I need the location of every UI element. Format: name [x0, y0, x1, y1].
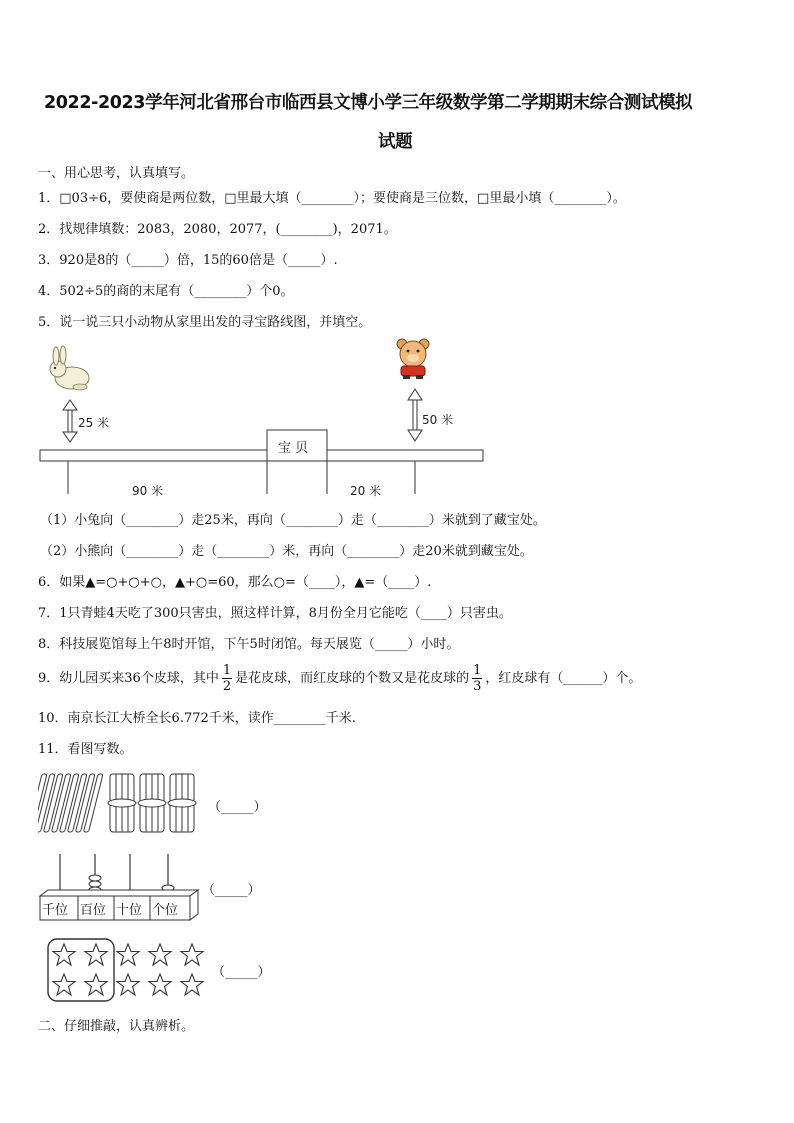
rabbit-distance-label: 25 米: [78, 416, 110, 430]
fraction-numerator: 1: [473, 663, 482, 678]
page-title: 2022-2023学年河北省邢台市临西县文博小学三年级数学第二学期期末综合测试模拟: [44, 93, 693, 113]
question-11: 11．看图写数。: [38, 742, 133, 757]
star-icon: [85, 944, 107, 965]
bundle: [168, 774, 196, 832]
fraction-denominator: 3: [473, 679, 482, 694]
star-icon: [53, 974, 75, 995]
distance-right-label: 20 米: [350, 484, 382, 498]
question-5-sub2: （2）小熊向（________）走（________）米，再向（________）走20米就到藏宝处。: [40, 544, 533, 559]
star-icon: [85, 974, 107, 995]
question-7: 7．1只青蛙4天吃了300只害虫，照这样计算，8月份全月它能吃（____）只害虫。: [38, 606, 512, 621]
answer-blank-3[interactable]: （_____）: [212, 965, 271, 980]
question-1: 1．□03÷6，要使商是两位数，□里最大填（________）；要使商是三位数，□里最小填（________）。: [38, 191, 626, 206]
question-8: 8．科技展览馆每上午8时开馆，下午5时闭馆。每天展览（_____）小时。: [38, 637, 460, 652]
question-5-sub1: （1）小兔向（________）走25米，再向（________）走（________）米就到了藏宝处。: [40, 513, 546, 528]
section-heading-2: 二、仔细推敲，认真辨析。: [38, 1019, 195, 1034]
bear-arrow: [408, 389, 422, 441]
question-9-part-a: 9．幼儿园买来36个皮球，其中: [38, 671, 219, 686]
bundle: [108, 774, 136, 832]
place-label-hundreds: 百位: [80, 903, 107, 918]
sticks-bundles-figure: [38, 770, 213, 838]
question-9-part-b: 是花皮球，而红皮球的个数又是花皮球的: [235, 671, 470, 686]
stars-figure: [44, 936, 214, 1006]
star-icon: [181, 944, 203, 965]
star-icon: [117, 944, 139, 965]
place-label-tens: 十位: [116, 903, 143, 918]
star-icon: [117, 974, 139, 995]
bundle: [138, 774, 166, 832]
stars: [53, 944, 203, 995]
fraction-denominator: 2: [222, 679, 232, 694]
place-label-ones: 个位: [152, 903, 179, 918]
question-10: 10．南京长江大桥全长6.772千米，读作________千米.: [38, 711, 356, 726]
question-4: 4．502÷5的商的末尾有（________）个0。: [38, 284, 294, 299]
abacus-figure: [38, 850, 200, 922]
place-label-thousands: 千位: [42, 903, 69, 918]
section-heading: 一、用心思考，认真填写。: [38, 166, 195, 181]
star-icon: [181, 974, 203, 995]
bear-icon: [397, 339, 429, 379]
question-2: 2．找规律填数：2083，2080，2077，(________)，2071。: [38, 222, 397, 237]
fraction-one-third: [472, 663, 482, 694]
loose-sticks: [38, 774, 103, 832]
page-title-cont: 试题: [378, 132, 413, 152]
road: [40, 450, 483, 461]
answer-blank-1[interactable]: （_____）: [208, 800, 267, 815]
treasure-label: 宝 贝: [278, 441, 309, 456]
fraction-numerator: 1: [222, 663, 232, 678]
abacus-base-top: [40, 890, 198, 896]
question-9: [38, 660, 641, 698]
question-9-part-c: ，红皮球有（______）个。: [485, 671, 642, 686]
question-3: 3．920是8的（_____）倍，15的60倍是（_____）.: [38, 253, 338, 268]
fraction-one-half: [222, 663, 232, 694]
answer-blank-2[interactable]: （_____）: [202, 883, 261, 898]
question-6: 6．如果▲=○+○+○，▲+○=60，那么○=（____），▲=（____）.: [38, 575, 432, 590]
distance-left-label: 90 米: [132, 484, 164, 498]
star-icon: [149, 944, 171, 965]
star-icon: [53, 944, 75, 965]
stick-bundles: [108, 774, 196, 832]
abacus-base-side: [190, 890, 198, 920]
rabbit-arrow: [63, 400, 77, 442]
bear-distance-label: 50 米: [422, 413, 454, 427]
rabbit-icon: [50, 346, 89, 390]
treasure-map-diagram: [30, 336, 500, 506]
star-icon: [149, 974, 171, 995]
question-5: 5．说一说三只小动物从家里出发的寻宝路线图，并填空。: [38, 315, 372, 330]
